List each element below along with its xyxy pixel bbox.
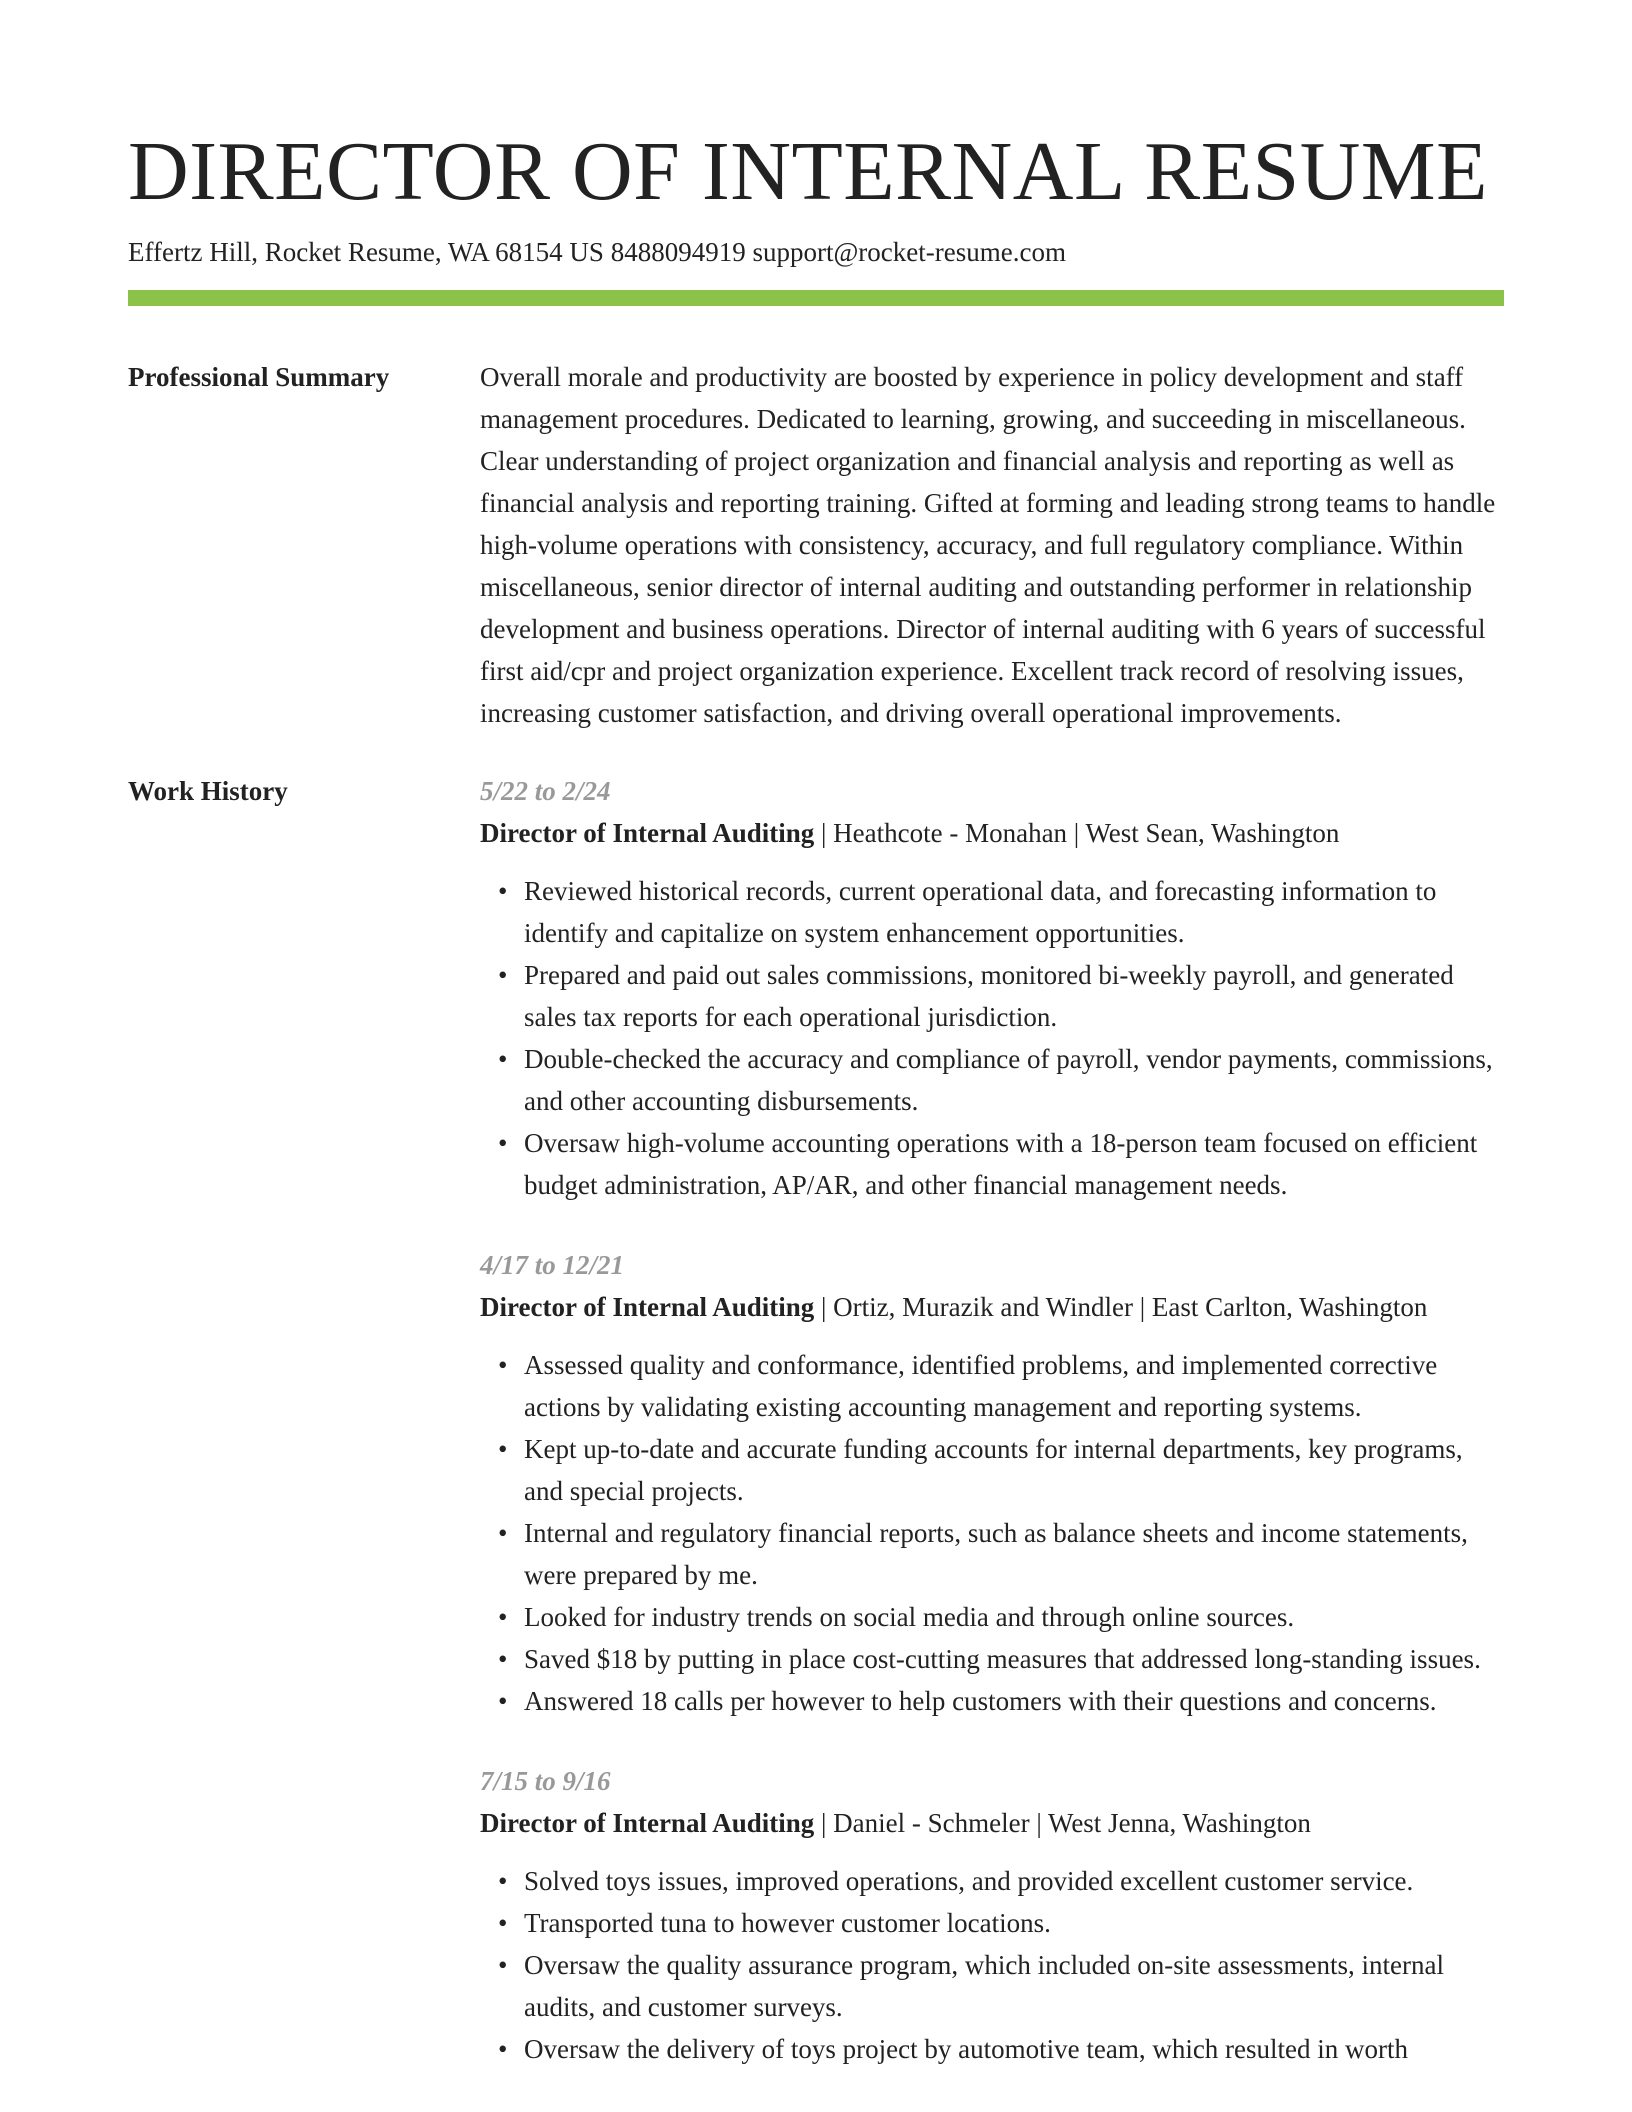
list-item [498, 954, 1504, 1038]
list-item-text: Assessed quality and conformance, identified problems, and implemented corrective actions by validating existing accounting management and reporting systems. [524, 1350, 1438, 1422]
list-item [498, 1680, 1504, 1722]
list-item [498, 1038, 1504, 1122]
list-item [498, 1638, 1504, 1680]
job-title-line [480, 1286, 1504, 1328]
work-history-list [480, 770, 1504, 2108]
list-item [498, 1512, 1504, 1596]
job-bullet-list [480, 870, 1504, 1206]
resume-title: DIRECTOR OF INTERNAL RESUME [128, 125, 1488, 218]
list-item-text: Solved toys issues, improved operations, and provided excellent customer service. [524, 1866, 1414, 1896]
list-item [498, 1344, 1504, 1428]
bullet-icon: • [498, 1866, 508, 1896]
job-details: | Daniel - Schmeler | West Jenna, Washington [814, 1808, 1311, 1838]
list-item-text: Internal and regulatory financial reports, such as balance sheets and income statements, were prepared by me. [524, 1518, 1468, 1590]
list-item-text: Looked for industry trends on social media and through online sources. [524, 1602, 1295, 1632]
work-history-section [128, 770, 1504, 2108]
bullet-icon: • [498, 1950, 508, 1980]
job-entry [480, 1760, 1504, 2070]
list-item-text: Answered 18 calls per however to help customers with their questions and concerns. [524, 1686, 1437, 1716]
list-item-text: Oversaw high-volume accounting operations with a 18-person team focused on efficient budget administration, AP/AR, and other financial management needs. [524, 1128, 1478, 1200]
summary-section [128, 356, 1504, 734]
list-item [498, 1428, 1504, 1512]
bullet-icon: • [498, 1602, 508, 1632]
summary-text: Overall morale and productivity are boosted by experience in policy development and staff management procedures. Dedicated to learning, growing, and succeeding in miscellaneous. Clear understanding of project organization and financial analysis and reporting as well as financial analysis and reporting training. Gifted at forming and leading strong teams to handle high-volume operations with consistency, accuracy, and full regulatory compliance. Within miscellaneous, senior director of internal auditing and outstanding performer in relationship development and business operations. Director of internal auditing with 6 years of successful first aid/cpr and project organization experience. Excellent track record of resolving issues, increasing customer satisfaction, and driving overall operational improvements. [480, 362, 1496, 728]
bullet-icon: • [498, 1044, 508, 1074]
bullet-icon: • [498, 1686, 508, 1716]
job-details: | Ortiz, Murazik and Windler | East Carlton, Washington [814, 1292, 1428, 1322]
job-bullet-list [480, 1860, 1504, 2070]
job-title-line [480, 1802, 1504, 1844]
job-title-line [480, 812, 1504, 854]
list-item-text: Double-checked the accuracy and compliance of payroll, vendor payments, commissions, and other accounting disbursements. [524, 1044, 1493, 1116]
bullet-icon: • [498, 1908, 508, 1938]
list-item [498, 1596, 1504, 1638]
list-item [498, 1860, 1504, 1902]
bullet-icon: • [498, 1518, 508, 1548]
list-item-text: Oversaw the delivery of toys project by automotive team, which resulted in worth [524, 2034, 1409, 2064]
job-entry [480, 1244, 1504, 1722]
bullet-icon: • [498, 876, 508, 906]
list-item-text: Saved $18 by putting in place cost-cutting measures that addressed long-standing issues. [524, 1644, 1481, 1674]
list-item [498, 1902, 1504, 1944]
list-item [498, 2028, 1504, 2070]
resume-page [128, 0, 1504, 2108]
bullet-icon: • [498, 1350, 508, 1380]
list-item [498, 870, 1504, 954]
job-entry [480, 770, 1504, 1206]
job-dates: 4/17 to 12/21 [480, 1250, 625, 1280]
job-title: Director of Internal Auditing [480, 818, 815, 848]
list-item-text: Oversaw the quality assurance program, which included on-site assessments, internal audits, and customer surveys. [524, 1950, 1444, 2022]
work-history-label: Work History [128, 776, 288, 806]
list-item-text: Transported tuna to however customer locations. [524, 1908, 1051, 1938]
list-item-text: Prepared and paid out sales commissions, monitored bi-weekly payroll, and generated sales tax reports for each operational jurisdiction. [524, 960, 1454, 1032]
job-details: | Heathcote - Monahan | West Sean, Washington [814, 818, 1340, 848]
header-divider [128, 290, 1504, 306]
bullet-icon: • [498, 1644, 508, 1674]
job-dates: 5/22 to 2/24 [480, 776, 611, 806]
bullet-icon: • [498, 2034, 508, 2064]
job-title: Director of Internal Auditing [480, 1808, 815, 1838]
list-item [498, 1122, 1504, 1206]
summary-label: Professional Summary [128, 362, 390, 392]
list-item [498, 1944, 1504, 2028]
job-bullet-list [480, 1344, 1504, 1722]
contact-line: Effertz Hill, Rocket Resume, WA 68154 US 8488094919 support@rocket-resume.com [128, 237, 1066, 267]
list-item-text: Reviewed historical records, current operational data, and forecasting information to identify and capitalize on system enhancement opportunities. [524, 876, 1437, 948]
job-dates: 7/15 to 9/16 [480, 1766, 611, 1796]
list-item-text: Kept up-to-date and accurate funding accounts for internal departments, key programs, and special projects. [524, 1434, 1463, 1506]
bullet-icon: • [498, 1128, 508, 1158]
bullet-icon: • [498, 960, 508, 990]
bullet-icon: • [498, 1434, 508, 1464]
job-title: Director of Internal Auditing [480, 1292, 815, 1322]
